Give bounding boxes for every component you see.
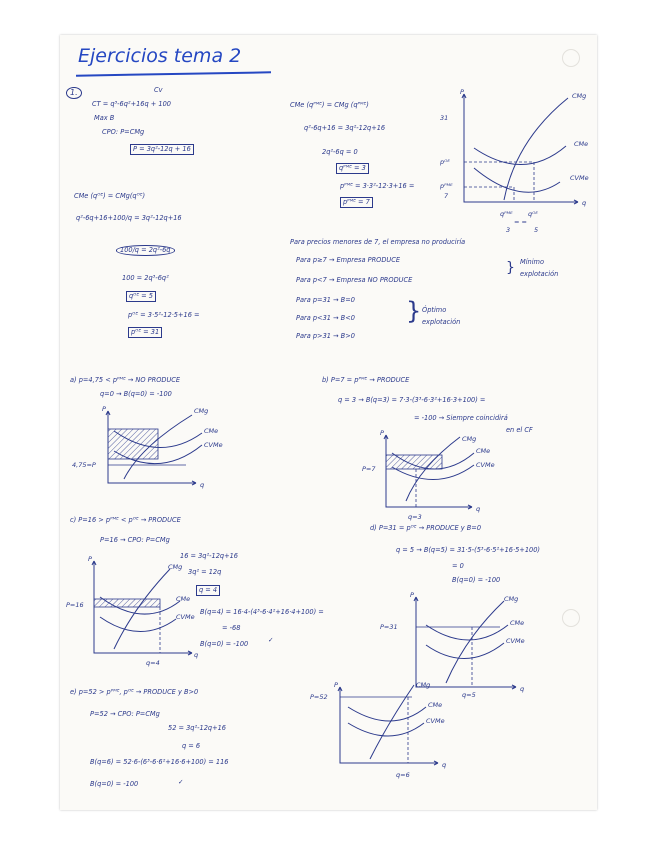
oe-equation: q²-6q+16+100/q = 3q²-12q+16: [76, 214, 182, 222]
graph-a-cme: CMe: [204, 427, 219, 435]
graph-a-p: P: [102, 405, 106, 413]
q-axis-label: q: [582, 199, 587, 207]
part-e-line1: e) p=52 > pᴾᴹᴱ, pᴼᴱ → PRODUCE y B>0: [70, 688, 199, 696]
cvme-label: CVMe: [570, 174, 589, 182]
note-1: Para precios menores de 7, el empresa no produciría: [290, 238, 466, 246]
graph-c-cme: CMe: [176, 595, 191, 603]
oe-step: 100/q = 2q²-6q: [116, 245, 175, 256]
part-c-line8: B(q=0) = -100: [200, 640, 249, 648]
p31-label: 31: [440, 114, 449, 122]
graph-b-price: P=7: [362, 465, 376, 473]
notebook-page: [60, 35, 597, 810]
part-b-line1: b) P=7 = pᴾᴹᴱ → PRODUCE: [322, 376, 410, 384]
brace-2-label-a: Óptimo: [422, 306, 447, 314]
graph-c: [64, 557, 204, 667]
graph-e: [308, 683, 478, 783]
graph-b-q: q: [476, 505, 481, 513]
part-c-q-box: q = 4: [196, 585, 220, 596]
three-label: 3: [506, 226, 511, 234]
graph-d-cvme: CVMe: [506, 637, 525, 645]
pme-label: pᴾᴹᴱ: [440, 182, 453, 190]
part-b-line3: = -100 → Siempre coincidirá: [414, 414, 508, 422]
brace-1: }: [506, 260, 515, 276]
graph-e-qv: q=6: [396, 771, 410, 779]
graph-e-cmg: CMg: [416, 681, 431, 689]
part-d-line3: = 0: [452, 562, 464, 570]
note-6: Para p>31 → B>0: [296, 332, 355, 340]
title-underline: [76, 71, 271, 76]
qme-label: qᴾᴹᴱ: [500, 210, 513, 218]
pme-equation: q²-6q+16 = 3q²-12q+16: [304, 124, 386, 132]
graph-b-p: P: [380, 429, 384, 437]
part-a-line1: a) p=4,75 < pᴾᴹᴱ → NO PRODUCE: [70, 376, 181, 384]
part-c-line1: c) P=16 > pᴾᴹᴱ < pᴼᴱ → PRODUCE: [70, 516, 181, 524]
graph-c-p: P: [88, 555, 92, 563]
graph-e-q: q: [442, 761, 447, 769]
q-pme-box: qᴾᴹᴱ = 3: [336, 163, 369, 174]
part-e-line5: B(q=6) = 52·6-(6³-6·6²+16·6+100) = 116: [90, 758, 229, 766]
note-3: Para p<7 → Empresa NO PRODUCE: [296, 276, 413, 284]
cpo-text: CPO: P=CMg: [102, 128, 145, 136]
part-e-line6: B(q=0) = -100: [90, 780, 139, 788]
max-text: Max B: [94, 114, 115, 122]
graph-d-cme: CMe: [510, 619, 525, 627]
part-c-line3: 16 = 3q²-12q+16: [180, 552, 239, 560]
part-c-line7: = -68: [222, 624, 241, 632]
seven-label: 7: [444, 192, 449, 200]
note-4: Para p=31 → B=0: [296, 296, 355, 304]
graph-a-price: 4,75=P: [72, 461, 96, 469]
graph-a-cmg: CMg: [194, 407, 209, 415]
part-d-line2: q = 5 → B(q=5) = 31·5-(5³-6·5²+16·5+100): [396, 546, 540, 554]
part-c-line6: B(q=4) = 16·4-(4³-6·4²+16·4+100) =: [200, 608, 324, 616]
note-2: Para p≥7 → Empresa PRODUCE: [296, 256, 401, 264]
graph-e-price: P=52: [310, 693, 328, 701]
q-oe-box: qᴼᴱ = 5: [126, 291, 156, 302]
five-label: 5: [534, 226, 539, 234]
punch-hole: [562, 49, 580, 67]
part-d-line4: B(q=0) = -100: [452, 576, 501, 584]
graph-a: [70, 407, 240, 495]
graph-e-p: P: [334, 681, 338, 689]
check-mark-e: ✓: [178, 778, 184, 786]
graph-d-price: P=31: [380, 623, 398, 631]
p-oe-box: pᴼᴱ = 31: [128, 327, 162, 338]
cmg-label: CMg: [572, 92, 587, 100]
brace-1-label-a: Mínimo: [520, 258, 544, 266]
poe-label: pᴼᴱ: [440, 158, 450, 166]
brace-2: }: [406, 297, 422, 325]
graph-b-qv: q=3: [408, 513, 422, 521]
p-oe-calc: pᴼᴱ = 3·5²-12·5+16 =: [128, 311, 200, 319]
cost-curves-graph: [430, 90, 590, 250]
cmg-curve: [504, 98, 568, 200]
graph-c-cvme: CVMe: [176, 613, 195, 621]
note-5: Para p<31 → B<0: [296, 314, 355, 322]
part-b-line4: en el CF: [506, 426, 533, 434]
check-mark: ✓: [268, 636, 274, 644]
part-e-line2: P=52 → CPO: P=CMg: [90, 710, 160, 718]
graph-c-cmg: CMg: [168, 563, 183, 571]
cost-function: CT = q³-6q²+16q + 100: [92, 100, 171, 108]
part-d-line1: d) P=31 = pᴼᴱ → PRODUCE y B=0: [370, 524, 482, 532]
graph-d-p: P: [410, 591, 414, 599]
part-c-line2: P=16 → CPO: P=CMg: [100, 536, 170, 544]
p-pme-calc: pᴾᴹᴱ = 3·3²-12·3+16 =: [340, 182, 415, 190]
price-equation: P = 3q²-12q + 16: [130, 144, 194, 155]
graph-d-q: q: [520, 685, 525, 693]
graph-c-q: q: [194, 651, 199, 659]
graph-b-cme: CMe: [476, 447, 491, 455]
part-c-line4: 3q² = 12q: [188, 568, 222, 576]
oe-condition: CMe (qᴼᴱ) = CMg(qᴼᴱ): [74, 192, 146, 200]
cme-label: CMe: [574, 140, 589, 148]
p-axis-label: P: [460, 88, 464, 96]
pme-step: 2q²-6q = 0: [322, 148, 358, 156]
graph-e-cme: CMe: [428, 701, 443, 709]
graph-a-cvme: CVMe: [204, 441, 223, 449]
eq-label: = =: [514, 218, 527, 226]
part-a-line2: q=0 → B(q=0) = -100: [100, 390, 172, 398]
part-e-line4: q = 6: [182, 742, 201, 750]
brace-1-label-b: explotación: [520, 270, 559, 278]
graph-c-price: P=16: [66, 601, 84, 609]
pme-condition: CMe (qᴾᴹᴱ) = CMg (qᴾᴹᴱ): [290, 101, 369, 109]
graph-b-cvme: CVMe: [476, 461, 495, 469]
cvme-curve: [474, 168, 560, 192]
graph-c-qv: q=4: [146, 659, 160, 667]
graph-b: [360, 431, 530, 521]
graph-d-qv: q=5: [462, 691, 476, 699]
graph-a-q: q: [200, 481, 205, 489]
graph-b-cmg: CMg: [462, 435, 477, 443]
exercise-number: 1.: [66, 87, 82, 99]
oe-step2: 100 = 2q³-6q²: [122, 274, 169, 282]
graph-e-cvme: CVMe: [426, 717, 445, 725]
p-pme-box: pᴾᴹᴱ = 7: [340, 197, 373, 208]
qoe-label: qᴼᴱ: [528, 210, 538, 218]
graph-d-cmg: CMg: [504, 595, 519, 603]
brace-2-label-b: explotación: [422, 318, 461, 326]
part-e-line3: 52 = 3q²-12q+16: [168, 724, 227, 732]
cv-label: Cv: [154, 86, 163, 94]
part-b-line2: q = 3 → B(q=3) = 7·3-(3³-6·3²+16·3+100) =: [338, 396, 486, 404]
page-title: Ejercicios tema 2: [78, 45, 242, 67]
